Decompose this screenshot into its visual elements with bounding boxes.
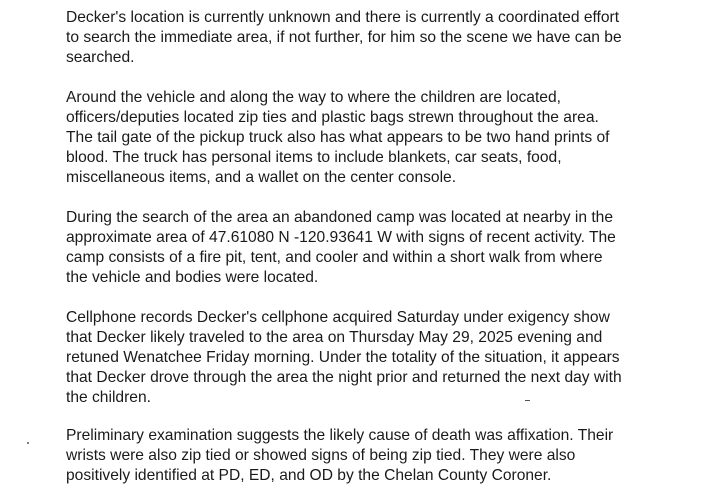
paragraph-abandoned-camp: During the search of the area an abandoned camp was located at nearby in the approximate area of 47.61080 N -120.93641 W with signs of recent activity. The camp consists of a fire pit, tent, and cooler and within a short walk from where the vehicle and bodies were located. xyxy=(66,209,616,286)
paragraph-decker-location: Decker's location is currently unknown and there is currently a coordinated effort to search the immediate area, if not further, for him so the scene we have can be searched. xyxy=(66,9,622,66)
paragraph-vehicle-evidence: Around the vehicle and along the way to where the children are located, officers/deputies located zip ties and plastic bags strewn throughout the area. The tail gate of the pickup truck also has what appears to be two hand prints of blood. The truck has personal items to include blankets, car seats, food, miscellaneous items, and a wallet on the center console. xyxy=(66,89,610,186)
paragraph-preliminary-examination: Preliminary examination suggests the likely cause of death was affixation. Their wrists were also zip tied or showed signs of being zip tied. They were also positively identified at PD, ED, and OD by the Chelan County Coroner. xyxy=(66,427,614,484)
scan-speck xyxy=(525,400,530,401)
scan-speck xyxy=(27,442,29,444)
paragraph-cellphone-records: Cellphone records Decker's cellphone acquired Saturday under exigency show that Decker likely traveled to the area on Thursday May 29, 2025 evening and retuned Wenatchee Friday morning. Under the totality of the situation, it appears that Decker drove through the area the night prior and returned the next day with the children. xyxy=(66,309,622,406)
